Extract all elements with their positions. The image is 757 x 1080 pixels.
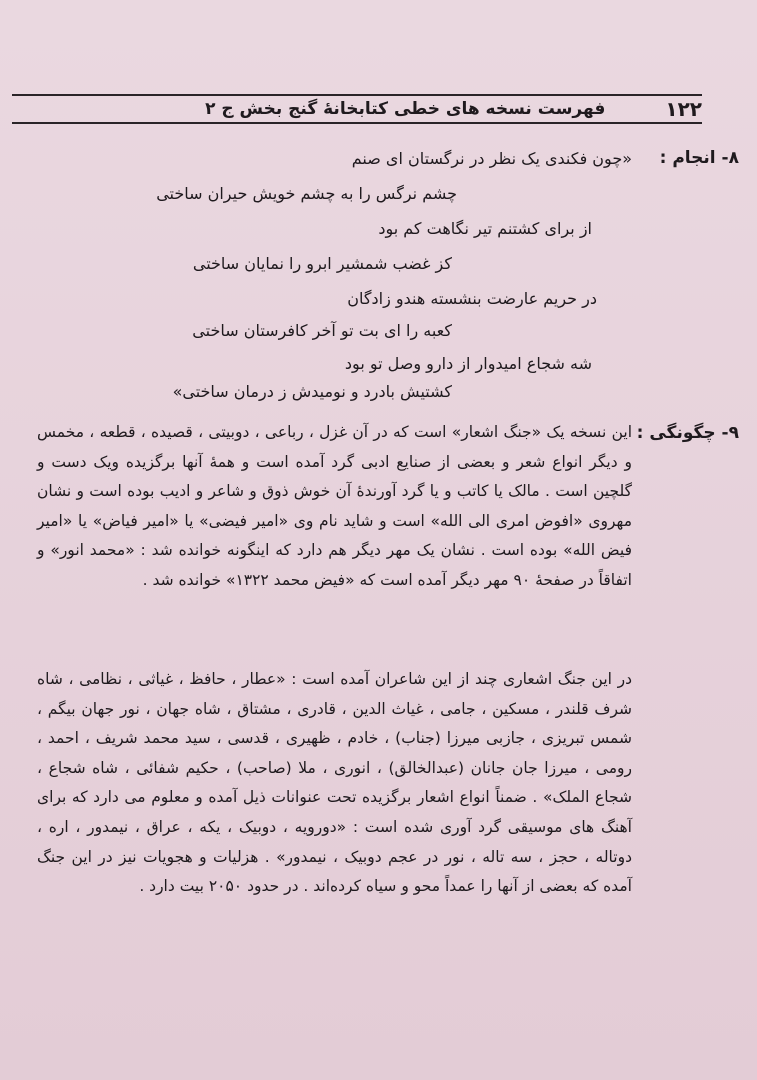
section-label-description: ۹- چگونگی : (636, 423, 739, 443)
verse-line: کعبه را ای بت تو آخر کافرستان ساختی (192, 321, 452, 340)
header-top-rule (12, 94, 702, 96)
description-paragraph-1: این نسخه یک «جنگ اشعار» است که در آن غزل ، رباعی ، دوبیتی ، قصیده ، قطعه ، مخمس و دیگر انواع شعر و بعضی از صنایع ادبی گرد آمده است و همهٔ آنها برگزیده ویک دست و گلچین است . مالک یا کاتب و یا گرد آورندهٔ آن خوش ذوق و شاعر و ادیب بوده است و نشان مهروی «افوض امری الی الله» است و شاید نام وی «امیر فیضی» یا «امیر فیاض» یا «امیر فیض الله» بوده است . نشان یک مهر دیگر هم دارد که اینگونه خوانده شد : «محمد انور» و اتفاقاً در صفحهٔ ۹۰ مهر دیگر آمده است که «فیض محمد ۱۳۲۲» خوانده شد . (37, 423, 632, 589)
header-bottom-rule (12, 122, 702, 124)
verse-line: در حریم عارضت بنشسته هندو زادگان (347, 289, 597, 308)
page-header (12, 98, 702, 120)
verse-line: شه شجاع امیدوار از دارو وصل تو بود (344, 354, 592, 373)
verse-line: از برای کشتنم تیر نگاهت کم بود (378, 219, 592, 238)
verse-line: کز غضب شمشیر ابرو را نمایان ساختی (192, 254, 452, 273)
verse-line: کشتیش بادرد و نومیدش ز درمان ساختی» (172, 382, 452, 401)
running-title: فهرست نسخه های خطی کتابخانهٔ گنج بخش ج ۲ (205, 99, 606, 119)
page-number: ۱۲۲ (665, 97, 702, 121)
verse-line: «چون فکندی یک نظر در نرگستان ای صنم (351, 149, 632, 168)
verse-line: چشم نرگس را به چشم خویش حیران ساختی (156, 184, 457, 203)
description-paragraph-2: در این جنگ اشعاری چند از این شاعران آمده است : «عطار ، حافظ ، غیاثی ، نظامی ، شاه شرف قلندر ، مسکین ، جامی ، غیاث الدین ، قادری ، مشتاق ، شاه جهان ، نور جهان بیگم ، شمس تبریزی ، جازبی میرزا (جناب) ، خادم ، ظهیری ، قدسی ، سید محمد شریف ، احمد ، رومی ، میرزا جان جانان (عبدالخالق) ، انوری ، ملا (صاحب) ، حکیم شفائی ، شاه شجاع ، شجاع الملک» . ضمناً انواع اشعار برگزیده تحت عنوانات ذیل آمده و معلوم می دارد که برای آهنگ های موسیقی گرد آوری شده است : «دورویه ، دوبیک ، یکه ، عراق ، نیمدور ، اره ، دوتاله ، حجز ، سه تاله ، نور در عجم دوبیک ، نیمدور» . هزلیات و هجویات نیز در این جنگ آمده که بعضی از آنها را عمداً محو و سیاه کرده‌اند . در حدود ۲۰۵۰ بیت دارد . (37, 670, 632, 896)
section-label-ending: ۸- انجام : (659, 148, 739, 168)
